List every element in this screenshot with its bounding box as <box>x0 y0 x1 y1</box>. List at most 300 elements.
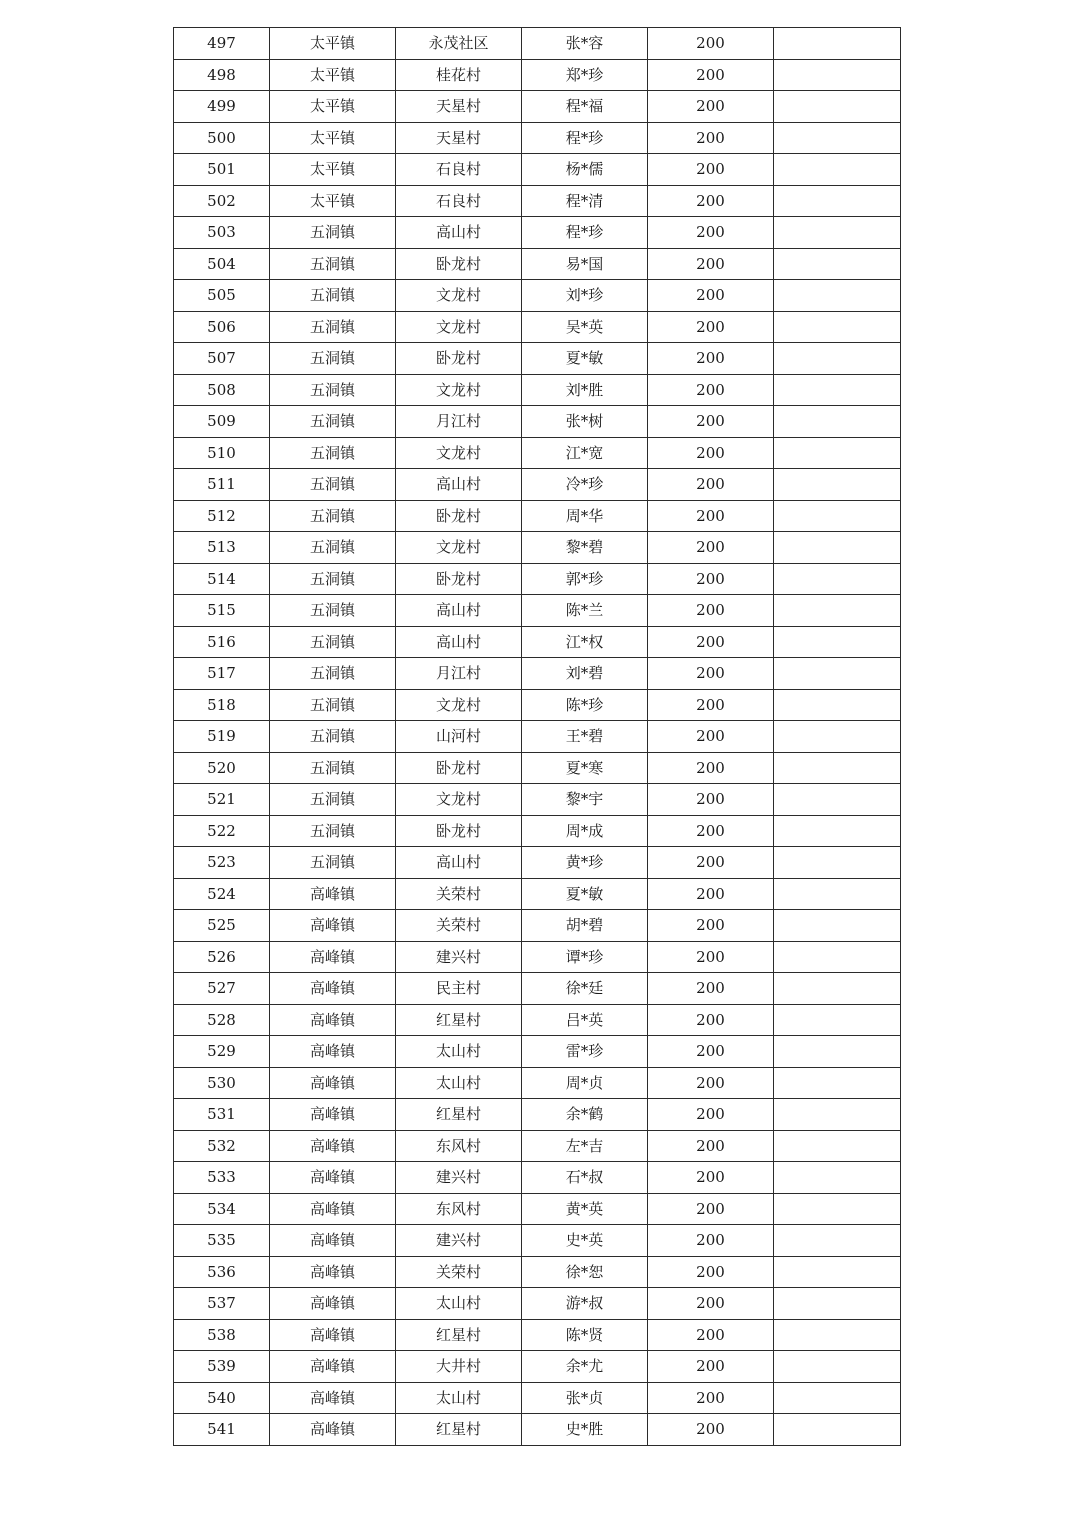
village-cell: 东风村 <box>396 1193 522 1225</box>
table-row <box>174 941 901 973</box>
remark-cell <box>774 1319 901 1351</box>
town-cell: 高峰镇 <box>270 1225 396 1257</box>
name-cell: 张*树 <box>522 406 648 438</box>
amount-cell: 200 <box>648 311 774 343</box>
serial-number-cell: 534 <box>174 1193 270 1225</box>
serial-number-cell: 516 <box>174 626 270 658</box>
serial-number-cell: 518 <box>174 689 270 721</box>
amount-cell: 200 <box>648 28 774 60</box>
name-cell: 黎*宇 <box>522 784 648 816</box>
village-cell: 建兴村 <box>396 1225 522 1257</box>
name-cell: 程*珍 <box>522 122 648 154</box>
village-cell: 卧龙村 <box>396 563 522 595</box>
village-cell: 高山村 <box>396 847 522 879</box>
name-cell: 冷*珍 <box>522 469 648 501</box>
amount-cell: 200 <box>648 469 774 501</box>
remark-cell <box>774 689 901 721</box>
amount-cell: 200 <box>648 1319 774 1351</box>
village-cell: 山河村 <box>396 721 522 753</box>
remark-cell <box>774 500 901 532</box>
name-cell: 郭*珍 <box>522 563 648 595</box>
village-cell: 太山村 <box>396 1067 522 1099</box>
remark-cell <box>774 626 901 658</box>
village-cell: 关荣村 <box>396 910 522 942</box>
table-row <box>174 28 901 60</box>
remark-cell <box>774 59 901 91</box>
amount-cell: 200 <box>648 59 774 91</box>
amount-cell: 200 <box>648 973 774 1005</box>
serial-number-cell: 527 <box>174 973 270 1005</box>
name-cell: 徐*恕 <box>522 1256 648 1288</box>
remark-cell <box>774 1162 901 1194</box>
serial-number-cell: 502 <box>174 185 270 217</box>
town-cell: 太平镇 <box>270 122 396 154</box>
table-row <box>174 721 901 753</box>
serial-number-cell: 530 <box>174 1067 270 1099</box>
serial-number-cell: 515 <box>174 595 270 627</box>
village-cell: 高山村 <box>396 217 522 249</box>
serial-number-cell: 532 <box>174 1130 270 1162</box>
remark-cell <box>774 1067 901 1099</box>
serial-number-cell: 521 <box>174 784 270 816</box>
name-cell: 左*吉 <box>522 1130 648 1162</box>
table-row <box>174 311 901 343</box>
village-cell: 文龙村 <box>396 311 522 343</box>
serial-number-cell: 541 <box>174 1414 270 1446</box>
name-cell: 程*福 <box>522 91 648 123</box>
name-cell: 周*华 <box>522 500 648 532</box>
table-row <box>174 595 901 627</box>
serial-number-cell: 536 <box>174 1256 270 1288</box>
village-cell: 太山村 <box>396 1288 522 1320</box>
village-cell: 红星村 <box>396 1414 522 1446</box>
amount-cell: 200 <box>648 784 774 816</box>
table-row <box>174 1130 901 1162</box>
table-row <box>174 910 901 942</box>
amount-cell: 200 <box>648 1162 774 1194</box>
village-cell: 高山村 <box>396 469 522 501</box>
village-cell: 卧龙村 <box>396 343 522 375</box>
village-cell: 高山村 <box>396 595 522 627</box>
amount-cell: 200 <box>648 1036 774 1068</box>
town-cell: 高峰镇 <box>270 1036 396 1068</box>
name-cell: 程*清 <box>522 185 648 217</box>
village-cell: 建兴村 <box>396 941 522 973</box>
amount-cell: 200 <box>648 154 774 186</box>
town-cell: 五洞镇 <box>270 815 396 847</box>
serial-number-cell: 520 <box>174 752 270 784</box>
table-row <box>174 878 901 910</box>
amount-cell: 200 <box>648 248 774 280</box>
village-cell: 文龙村 <box>396 784 522 816</box>
remark-cell <box>774 469 901 501</box>
serial-number-cell: 504 <box>174 248 270 280</box>
remark-cell <box>774 406 901 438</box>
town-cell: 五洞镇 <box>270 343 396 375</box>
town-cell: 高峰镇 <box>270 878 396 910</box>
remark-cell <box>774 595 901 627</box>
town-cell: 五洞镇 <box>270 721 396 753</box>
amount-cell: 200 <box>648 1130 774 1162</box>
remark-cell <box>774 280 901 312</box>
table-row <box>174 973 901 1005</box>
remark-cell <box>774 1351 901 1383</box>
town-cell: 高峰镇 <box>270 1288 396 1320</box>
town-cell: 五洞镇 <box>270 248 396 280</box>
name-cell: 夏*敏 <box>522 878 648 910</box>
name-cell: 江*权 <box>522 626 648 658</box>
amount-cell: 200 <box>648 343 774 375</box>
serial-number-cell: 531 <box>174 1099 270 1131</box>
subsidy-roster-table <box>173 27 901 1446</box>
village-cell: 太山村 <box>396 1036 522 1068</box>
town-cell: 五洞镇 <box>270 280 396 312</box>
table-row <box>174 59 901 91</box>
roster-table-body <box>174 28 901 1446</box>
name-cell: 夏*寒 <box>522 752 648 784</box>
village-cell: 卧龙村 <box>396 248 522 280</box>
name-cell: 余*尤 <box>522 1351 648 1383</box>
town-cell: 五洞镇 <box>270 469 396 501</box>
table-row <box>174 1036 901 1068</box>
table-row <box>174 122 901 154</box>
serial-number-cell: 511 <box>174 469 270 501</box>
table-row <box>174 217 901 249</box>
serial-number-cell: 507 <box>174 343 270 375</box>
village-cell: 文龙村 <box>396 689 522 721</box>
remark-cell <box>774 1414 901 1446</box>
town-cell: 五洞镇 <box>270 784 396 816</box>
village-cell: 月江村 <box>396 658 522 690</box>
name-cell: 史*胜 <box>522 1414 648 1446</box>
serial-number-cell: 506 <box>174 311 270 343</box>
town-cell: 高峰镇 <box>270 910 396 942</box>
town-cell: 五洞镇 <box>270 311 396 343</box>
table-row <box>174 1099 901 1131</box>
name-cell: 刘*珍 <box>522 280 648 312</box>
town-cell: 高峰镇 <box>270 1130 396 1162</box>
remark-cell <box>774 1288 901 1320</box>
village-cell: 文龙村 <box>396 437 522 469</box>
remark-cell <box>774 28 901 60</box>
serial-number-cell: 540 <box>174 1382 270 1414</box>
name-cell: 程*珍 <box>522 217 648 249</box>
name-cell: 刘*胜 <box>522 374 648 406</box>
amount-cell: 200 <box>648 1067 774 1099</box>
remark-cell <box>774 311 901 343</box>
town-cell: 高峰镇 <box>270 1004 396 1036</box>
town-cell: 高峰镇 <box>270 1382 396 1414</box>
amount-cell: 200 <box>648 815 774 847</box>
name-cell: 徐*廷 <box>522 973 648 1005</box>
serial-number-cell: 503 <box>174 217 270 249</box>
name-cell: 王*碧 <box>522 721 648 753</box>
amount-cell: 200 <box>648 721 774 753</box>
serial-number-cell: 517 <box>174 658 270 690</box>
serial-number-cell: 526 <box>174 941 270 973</box>
amount-cell: 200 <box>648 185 774 217</box>
table-row <box>174 847 901 879</box>
remark-cell <box>774 752 901 784</box>
amount-cell: 200 <box>648 1193 774 1225</box>
name-cell: 陈*珍 <box>522 689 648 721</box>
table-row <box>174 1288 901 1320</box>
table-row <box>174 532 901 564</box>
remark-cell <box>774 154 901 186</box>
table-row <box>174 469 901 501</box>
town-cell: 高峰镇 <box>270 1099 396 1131</box>
table-row <box>174 1351 901 1383</box>
serial-number-cell: 500 <box>174 122 270 154</box>
table-row <box>174 154 901 186</box>
remark-cell <box>774 437 901 469</box>
serial-number-cell: 533 <box>174 1162 270 1194</box>
village-cell: 东风村 <box>396 1130 522 1162</box>
remark-cell <box>774 658 901 690</box>
amount-cell: 200 <box>648 532 774 564</box>
remark-cell <box>774 973 901 1005</box>
amount-cell: 200 <box>648 280 774 312</box>
remark-cell <box>774 374 901 406</box>
name-cell: 易*国 <box>522 248 648 280</box>
table-row <box>174 658 901 690</box>
amount-cell: 200 <box>648 1288 774 1320</box>
table-row <box>174 1067 901 1099</box>
amount-cell: 200 <box>648 406 774 438</box>
serial-number-cell: 499 <box>174 91 270 123</box>
remark-cell <box>774 1036 901 1068</box>
name-cell: 杨*儒 <box>522 154 648 186</box>
table-row <box>174 563 901 595</box>
amount-cell: 200 <box>648 910 774 942</box>
town-cell: 高峰镇 <box>270 1351 396 1383</box>
table-row <box>174 406 901 438</box>
serial-number-cell: 522 <box>174 815 270 847</box>
remark-cell <box>774 1193 901 1225</box>
town-cell: 五洞镇 <box>270 563 396 595</box>
town-cell: 高峰镇 <box>270 941 396 973</box>
village-cell: 文龙村 <box>396 280 522 312</box>
serial-number-cell: 538 <box>174 1319 270 1351</box>
amount-cell: 200 <box>648 689 774 721</box>
amount-cell: 200 <box>648 626 774 658</box>
village-cell: 石良村 <box>396 185 522 217</box>
village-cell: 文龙村 <box>396 532 522 564</box>
serial-number-cell: 512 <box>174 500 270 532</box>
serial-number-cell: 514 <box>174 563 270 595</box>
town-cell: 高峰镇 <box>270 1067 396 1099</box>
name-cell: 夏*敏 <box>522 343 648 375</box>
name-cell: 黎*碧 <box>522 532 648 564</box>
serial-number-cell: 497 <box>174 28 270 60</box>
amount-cell: 200 <box>648 1382 774 1414</box>
town-cell: 太平镇 <box>270 59 396 91</box>
remark-cell <box>774 721 901 753</box>
amount-cell: 200 <box>648 1099 774 1131</box>
name-cell: 胡*碧 <box>522 910 648 942</box>
table-row <box>174 1256 901 1288</box>
serial-number-cell: 523 <box>174 847 270 879</box>
amount-cell: 200 <box>648 1414 774 1446</box>
name-cell: 周*贞 <box>522 1067 648 1099</box>
town-cell: 五洞镇 <box>270 595 396 627</box>
village-cell: 卧龙村 <box>396 815 522 847</box>
remark-cell <box>774 91 901 123</box>
remark-cell <box>774 910 901 942</box>
table-row <box>174 91 901 123</box>
name-cell: 陈*兰 <box>522 595 648 627</box>
serial-number-cell: 513 <box>174 532 270 564</box>
serial-number-cell: 509 <box>174 406 270 438</box>
village-cell: 红星村 <box>396 1319 522 1351</box>
village-cell: 天星村 <box>396 122 522 154</box>
serial-number-cell: 501 <box>174 154 270 186</box>
amount-cell: 200 <box>648 91 774 123</box>
name-cell: 石*叔 <box>522 1162 648 1194</box>
town-cell: 五洞镇 <box>270 500 396 532</box>
name-cell: 周*成 <box>522 815 648 847</box>
remark-cell <box>774 1099 901 1131</box>
remark-cell <box>774 563 901 595</box>
table-row <box>174 784 901 816</box>
remark-cell <box>774 784 901 816</box>
remark-cell <box>774 248 901 280</box>
village-cell: 高山村 <box>396 626 522 658</box>
town-cell: 高峰镇 <box>270 973 396 1005</box>
village-cell: 桂花村 <box>396 59 522 91</box>
town-cell: 高峰镇 <box>270 1319 396 1351</box>
village-cell: 关荣村 <box>396 1256 522 1288</box>
table-row <box>174 1193 901 1225</box>
town-cell: 五洞镇 <box>270 374 396 406</box>
amount-cell: 200 <box>648 437 774 469</box>
village-cell: 天星村 <box>396 91 522 123</box>
serial-number-cell: 539 <box>174 1351 270 1383</box>
serial-number-cell: 529 <box>174 1036 270 1068</box>
table-row <box>174 1319 901 1351</box>
remark-cell <box>774 1004 901 1036</box>
remark-cell <box>774 122 901 154</box>
town-cell: 太平镇 <box>270 185 396 217</box>
amount-cell: 200 <box>648 1004 774 1036</box>
remark-cell <box>774 847 901 879</box>
amount-cell: 200 <box>648 941 774 973</box>
table-row <box>174 752 901 784</box>
village-cell: 红星村 <box>396 1004 522 1036</box>
table-row <box>174 1414 901 1446</box>
amount-cell: 200 <box>648 595 774 627</box>
serial-number-cell: 525 <box>174 910 270 942</box>
town-cell: 五洞镇 <box>270 437 396 469</box>
town-cell: 五洞镇 <box>270 217 396 249</box>
remark-cell <box>774 1382 901 1414</box>
table-row <box>174 374 901 406</box>
table-row <box>174 1225 901 1257</box>
village-cell: 文龙村 <box>396 374 522 406</box>
remark-cell <box>774 217 901 249</box>
serial-number-cell: 528 <box>174 1004 270 1036</box>
name-cell: 陈*贤 <box>522 1319 648 1351</box>
name-cell: 刘*碧 <box>522 658 648 690</box>
village-cell: 卧龙村 <box>396 500 522 532</box>
table-row <box>174 1004 901 1036</box>
remark-cell <box>774 532 901 564</box>
amount-cell: 200 <box>648 563 774 595</box>
table-row <box>174 500 901 532</box>
town-cell: 高峰镇 <box>270 1162 396 1194</box>
name-cell: 张*贞 <box>522 1382 648 1414</box>
remark-cell <box>774 185 901 217</box>
village-cell: 大井村 <box>396 1351 522 1383</box>
name-cell: 黄*珍 <box>522 847 648 879</box>
town-cell: 高峰镇 <box>270 1414 396 1446</box>
amount-cell: 200 <box>648 122 774 154</box>
table-row <box>174 815 901 847</box>
village-cell: 红星村 <box>396 1099 522 1131</box>
table-row <box>174 437 901 469</box>
remark-cell <box>774 1225 901 1257</box>
table-row <box>174 248 901 280</box>
amount-cell: 200 <box>648 1351 774 1383</box>
town-cell: 五洞镇 <box>270 752 396 784</box>
remark-cell <box>774 941 901 973</box>
table-row <box>174 343 901 375</box>
amount-cell: 200 <box>648 847 774 879</box>
serial-number-cell: 510 <box>174 437 270 469</box>
remark-cell <box>774 815 901 847</box>
village-cell: 关荣村 <box>396 878 522 910</box>
serial-number-cell: 537 <box>174 1288 270 1320</box>
table-row <box>174 185 901 217</box>
town-cell: 五洞镇 <box>270 847 396 879</box>
town-cell: 高峰镇 <box>270 1193 396 1225</box>
amount-cell: 200 <box>648 1256 774 1288</box>
amount-cell: 200 <box>648 217 774 249</box>
village-cell: 建兴村 <box>396 1162 522 1194</box>
name-cell: 郑*珍 <box>522 59 648 91</box>
table-row <box>174 280 901 312</box>
remark-cell <box>774 1256 901 1288</box>
name-cell: 雷*珍 <box>522 1036 648 1068</box>
serial-number-cell: 524 <box>174 878 270 910</box>
serial-number-cell: 505 <box>174 280 270 312</box>
amount-cell: 200 <box>648 658 774 690</box>
remark-cell <box>774 1130 901 1162</box>
village-cell: 石良村 <box>396 154 522 186</box>
town-cell: 五洞镇 <box>270 626 396 658</box>
name-cell: 史*英 <box>522 1225 648 1257</box>
town-cell: 五洞镇 <box>270 658 396 690</box>
village-cell: 太山村 <box>396 1382 522 1414</box>
name-cell: 吕*英 <box>522 1004 648 1036</box>
remark-cell <box>774 343 901 375</box>
table-row <box>174 626 901 658</box>
amount-cell: 200 <box>648 374 774 406</box>
town-cell: 五洞镇 <box>270 532 396 564</box>
village-cell: 民主村 <box>396 973 522 1005</box>
amount-cell: 200 <box>648 1225 774 1257</box>
remark-cell <box>774 878 901 910</box>
name-cell: 吴*英 <box>522 311 648 343</box>
name-cell: 游*叔 <box>522 1288 648 1320</box>
town-cell: 五洞镇 <box>270 406 396 438</box>
serial-number-cell: 519 <box>174 721 270 753</box>
town-cell: 太平镇 <box>270 154 396 186</box>
town-cell: 太平镇 <box>270 91 396 123</box>
name-cell: 江*宽 <box>522 437 648 469</box>
table-row <box>174 1162 901 1194</box>
serial-number-cell: 508 <box>174 374 270 406</box>
